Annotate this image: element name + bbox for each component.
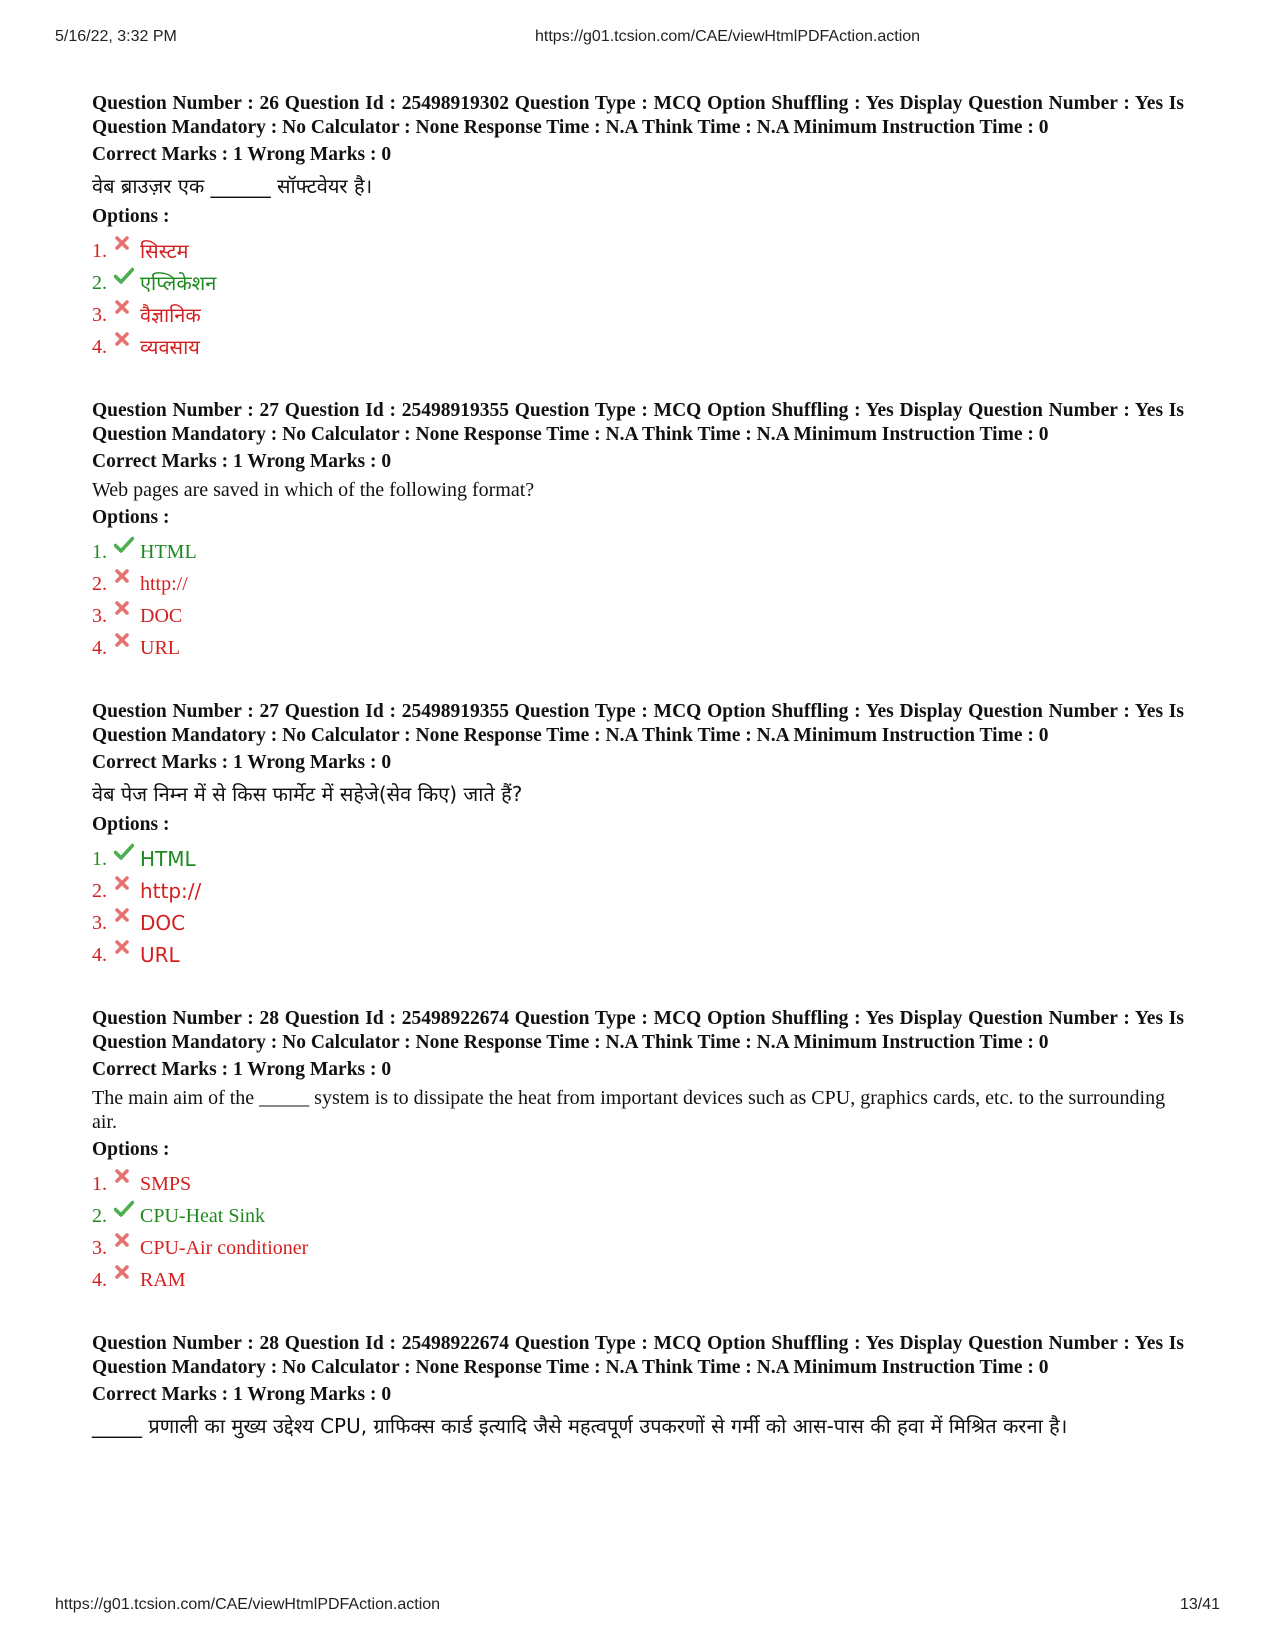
check-icon: [114, 843, 138, 863]
question-meta: Question Number : 27 Question Id : 25498919355 Question Type : MCQ Option Shuffling : Yes Display Question Number : Yes Is Question Mandatory : No Calculator : None Response Time : N.A Think Time : N.A Minimum Instruction Time : 0: [92, 701, 1184, 746]
option-text: http://: [140, 879, 202, 903]
question-marks: Correct Marks : 1 Wrong Marks : 0: [92, 1384, 392, 1405]
print-datetime: 5/16/22, 3:32 PM: [55, 28, 177, 45]
option-text: URL: [140, 637, 180, 659]
option-number: 4.: [92, 637, 107, 659]
option-number: 2.: [92, 272, 107, 294]
cross-icon: [114, 632, 138, 652]
cross-icon: [114, 1264, 138, 1284]
option-number: 2.: [92, 1205, 107, 1227]
option-item: [92, 600, 1184, 632]
footer-url: https://g01.tcsion.com/CAE/viewHtmlPDFAction.action: [55, 1596, 441, 1613]
cross-icon: [114, 875, 138, 895]
cross-icon: [114, 907, 138, 927]
check-icon: [114, 536, 138, 556]
options-label: Options :: [92, 206, 170, 227]
page-footer: [55, 1596, 1220, 1618]
option-item: [92, 875, 1184, 907]
option-number: 2.: [92, 573, 107, 595]
option-item: [92, 939, 1184, 971]
option-list: [92, 843, 1184, 971]
option-text: SMPS: [140, 1173, 192, 1195]
question-marks: Correct Marks : 1 Wrong Marks : 0: [92, 144, 392, 165]
question-marks: Correct Marks : 1 Wrong Marks : 0: [92, 1059, 392, 1080]
question-block: [92, 399, 1184, 664]
question-text: _____ प्रणाली का मुख्य उद्देश्य CPU, ग्राफिक्स कार्ड इत्यादि जैसे महत्वपूर्ण उपकरणों से गर्मी को आस-पास की हवा में मिश्रित करना है।: [92, 1414, 1068, 1438]
option-number: 3.: [92, 304, 107, 326]
check-icon: [114, 267, 138, 287]
question-meta: Question Number : 27 Question Id : 25498919355 Question Type : MCQ Option Shuffling : Yes Display Question Number : Yes Is Question Mandatory : No Calculator : None Response Time : N.A Think Time : N.A Minimum Instruction Time : 0: [92, 400, 1184, 445]
options-label: Options :: [92, 507, 170, 528]
option-number: 1.: [92, 240, 107, 262]
option-item: [92, 907, 1184, 939]
page-header: [55, 28, 1220, 50]
header-url: https://g01.tcsion.com/CAE/viewHtmlPDFAction.action: [535, 28, 921, 45]
cross-icon: [114, 235, 138, 255]
question-list: [92, 92, 1184, 1477]
option-text: HTML: [140, 847, 196, 871]
option-text: व्यवसाय: [140, 335, 200, 359]
option-item: [92, 632, 1184, 664]
option-number: 1.: [92, 541, 107, 563]
option-list: [92, 1168, 1184, 1296]
option-number: 3.: [92, 605, 107, 627]
question-meta: Question Number : 28 Question Id : 25498922674 Question Type : MCQ Option Shuffling : Yes Display Question Number : Yes Is Question Mandatory : No Calculator : None Response Time : N.A Think Time : N.A Minimum Instruction Time : 0: [92, 1008, 1184, 1053]
cross-icon: [114, 939, 138, 959]
option-number: 1.: [92, 848, 107, 870]
option-number: 4.: [92, 336, 107, 358]
options-label: Options :: [92, 1139, 170, 1160]
options-label: Options :: [92, 814, 170, 835]
cross-icon: [114, 600, 138, 620]
check-icon: [114, 1200, 138, 1220]
option-number: 4.: [92, 1269, 107, 1291]
question-block: [92, 92, 1184, 363]
option-item: [92, 299, 1184, 331]
question-block: [92, 700, 1184, 971]
option-item: [92, 536, 1184, 568]
option-text: http://: [140, 573, 188, 595]
question-block: [92, 1007, 1184, 1296]
cross-icon: [114, 1168, 138, 1188]
question-marks: Correct Marks : 1 Wrong Marks : 0: [92, 451, 392, 472]
page-number: 13/41: [1179, 1596, 1220, 1613]
option-text: RAM: [140, 1269, 186, 1291]
option-text: एप्लिकेशन: [140, 271, 217, 295]
question-meta: Question Number : 26 Question Id : 25498919302 Question Type : MCQ Option Shuffling : Yes Display Question Number : Yes Is Question Mandatory : No Calculator : None Response Time : N.A Think Time : N.A Minimum Instruction Time : 0: [92, 93, 1184, 138]
question-text: वेब पेज निम्न में से किस फार्मेट में सहेजे(सेव किए) जाते हैं?: [92, 782, 523, 806]
option-item: [92, 331, 1184, 363]
option-text: HTML: [140, 541, 197, 563]
question-block: [92, 1332, 1184, 1441]
option-text: DOC: [140, 605, 183, 627]
question-text: वेब ब्राउज़र एक ______ सॉफ्टवेयर है।: [92, 174, 373, 198]
cross-icon: [114, 568, 138, 588]
option-number: 3.: [92, 1237, 107, 1259]
option-text: वैज्ञानिक: [140, 303, 201, 327]
option-item: [92, 1200, 1184, 1232]
option-text: CPU-Heat Sink: [140, 1205, 265, 1227]
cross-icon: [114, 1232, 138, 1252]
option-item: [92, 1232, 1184, 1264]
question-marks: Correct Marks : 1 Wrong Marks : 0: [92, 752, 392, 773]
option-text: DOC: [140, 911, 186, 935]
question-meta: Question Number : 28 Question Id : 25498922674 Question Type : MCQ Option Shuffling : Yes Display Question Number : Yes Is Question Mandatory : No Calculator : None Response Time : N.A Think Time : N.A Minimum Instruction Time : 0: [92, 1333, 1184, 1378]
option-item: [92, 267, 1184, 299]
option-item: [92, 1264, 1184, 1296]
option-text: सिस्टम: [140, 239, 189, 263]
option-text: URL: [140, 943, 180, 967]
option-number: 3.: [92, 912, 107, 934]
option-item: [92, 843, 1184, 875]
option-list: [92, 536, 1184, 664]
question-text: Web pages are saved in which of the following format?: [92, 479, 535, 501]
option-number: 1.: [92, 1173, 107, 1195]
question-text: The main aim of the _____ system is to dissipate the heat from important devices such as CPU, graphics cards, etc. to the surrounding air.: [92, 1087, 1166, 1133]
option-item: [92, 1168, 1184, 1200]
option-item: [92, 568, 1184, 600]
option-list: [92, 235, 1184, 363]
option-text: CPU-Air conditioner: [140, 1237, 309, 1259]
option-item: [92, 235, 1184, 267]
option-number: 4.: [92, 944, 107, 966]
option-number: 2.: [92, 880, 107, 902]
cross-icon: [114, 331, 138, 351]
cross-icon: [114, 299, 138, 319]
